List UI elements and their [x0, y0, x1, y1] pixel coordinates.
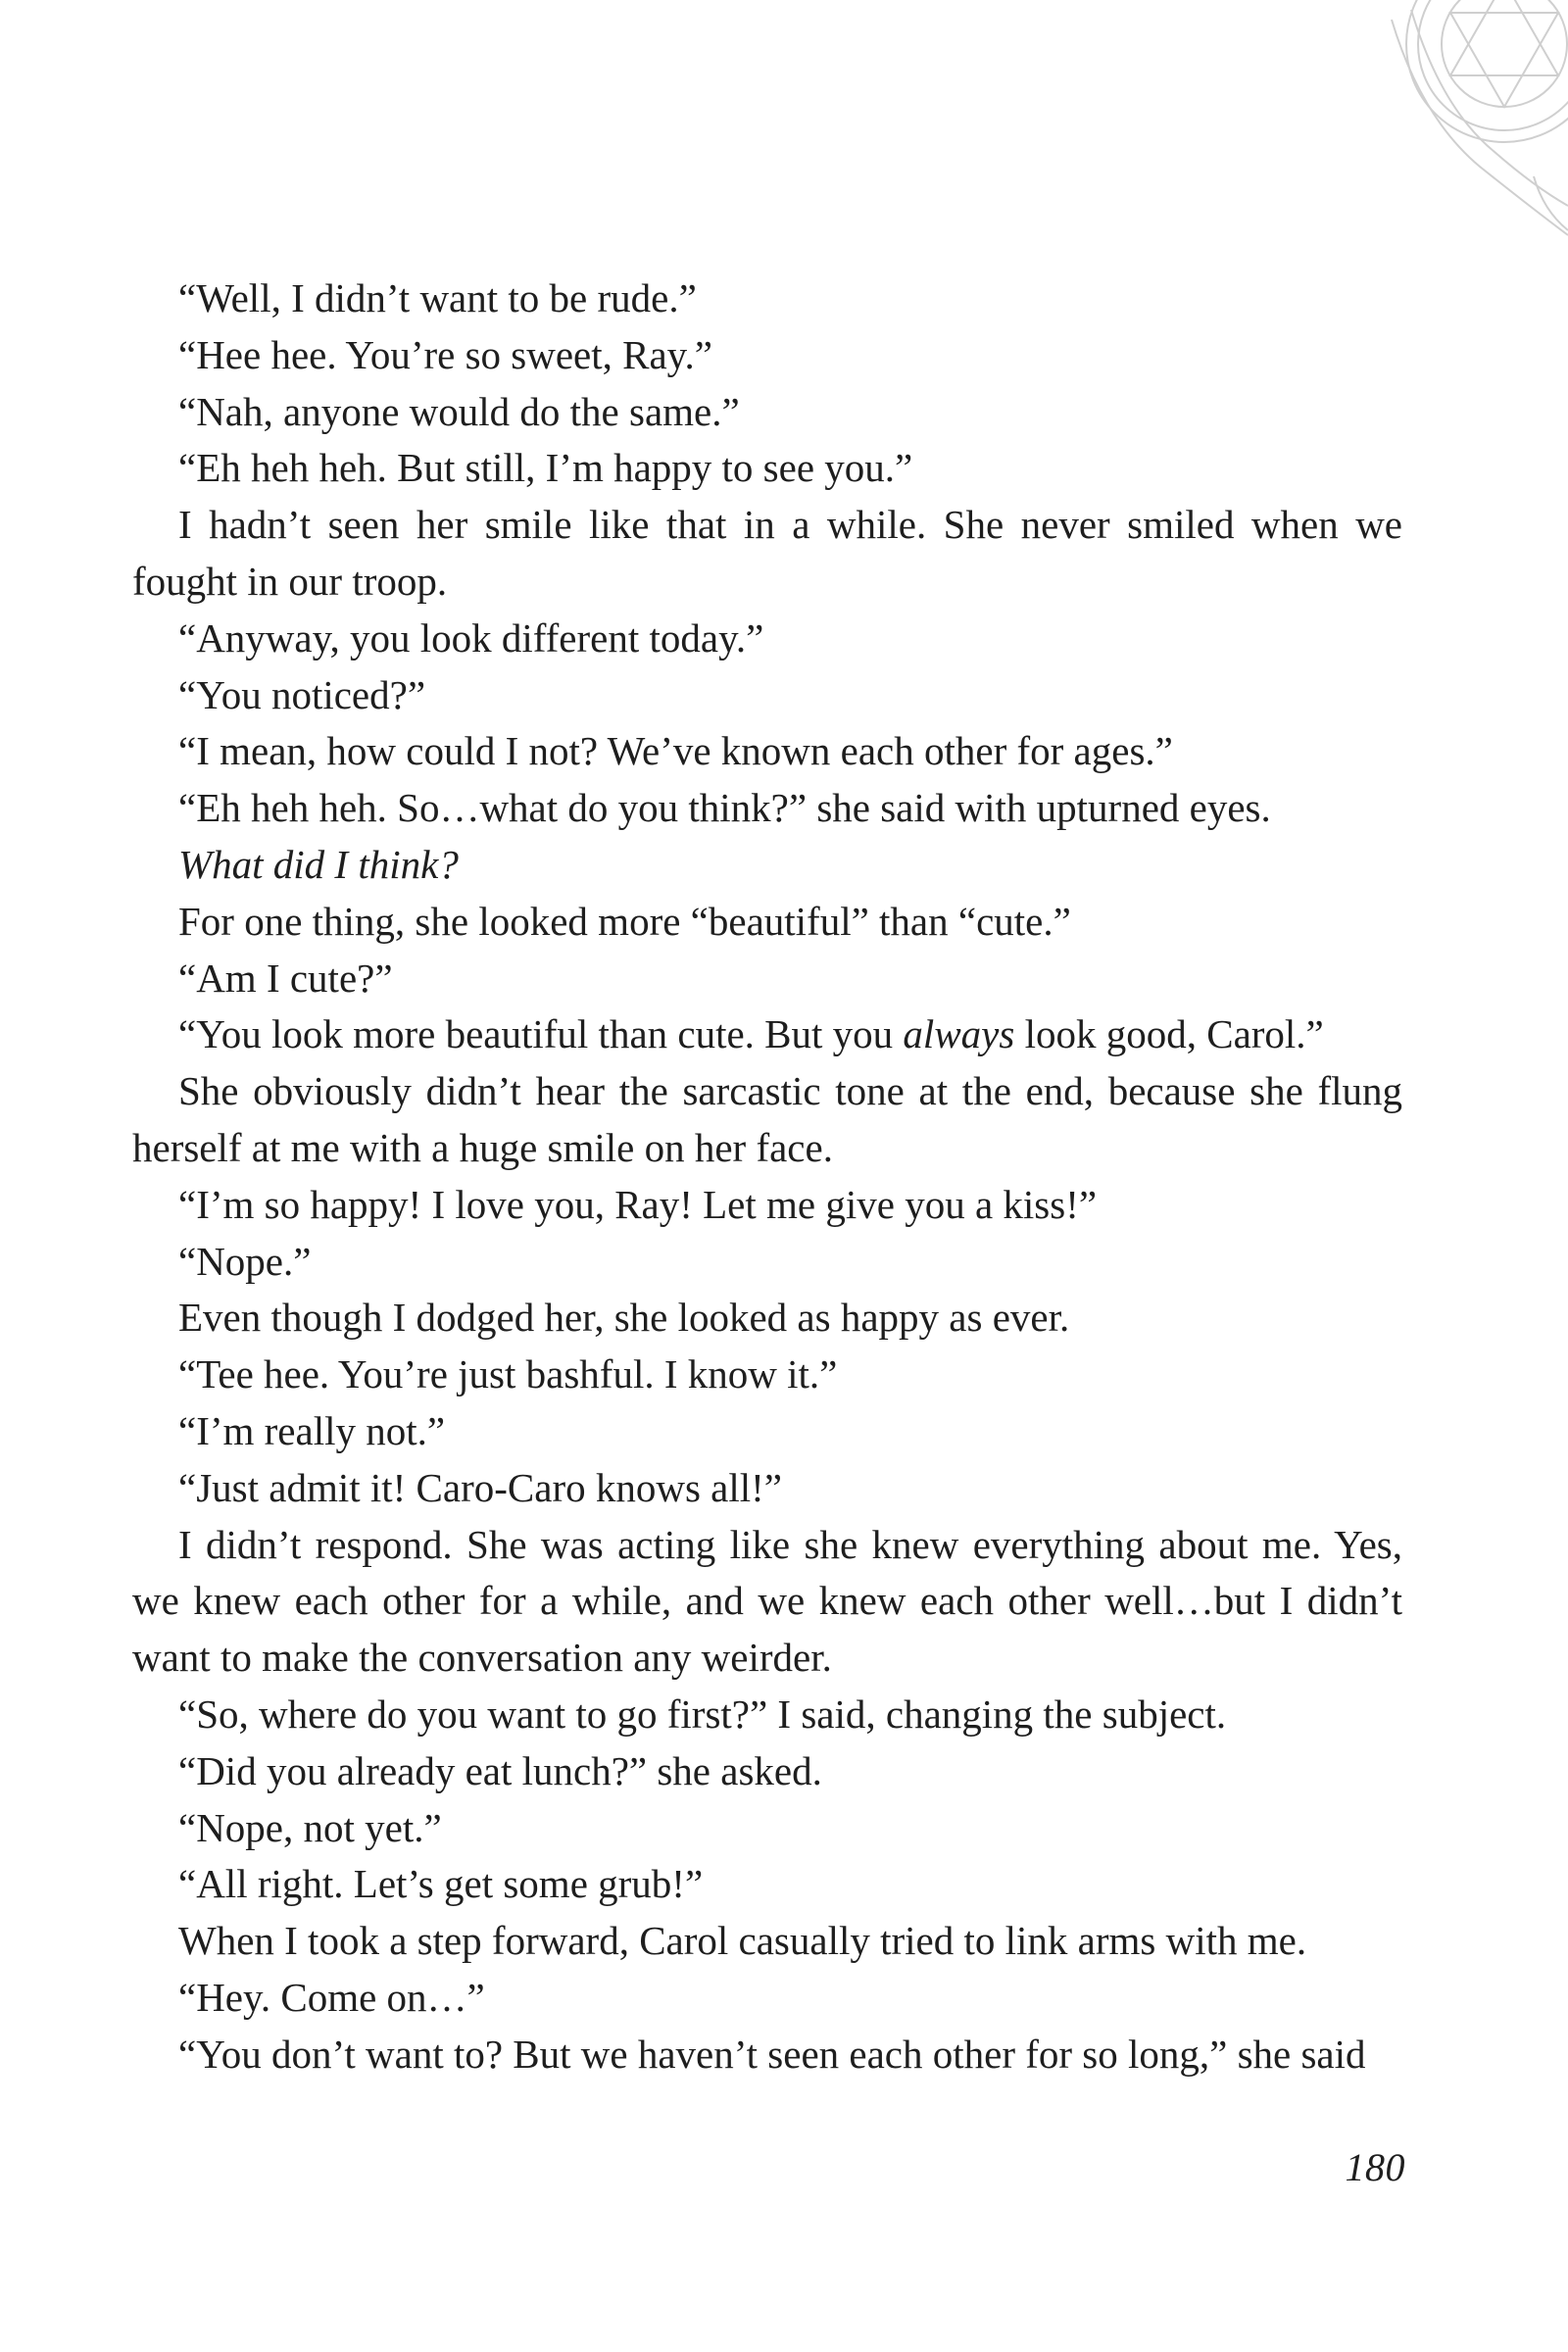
paragraph: “Anyway, you look different today.”	[178, 614, 764, 661]
paragraph: “Nah, anyone would do the same.”	[178, 388, 740, 434]
emphasized-word: always	[903, 1011, 1015, 1057]
paragraph: “Nope.”	[178, 1238, 312, 1284]
page-number: 180	[1345, 2145, 1405, 2189]
paragraph: “Well, I didn’t want to be rude.”	[178, 275, 697, 320]
paragraph: “Nope, not yet.”	[178, 1804, 442, 1850]
text-after-emphasis: look good, Carol.”	[1014, 1011, 1324, 1057]
paragraph: “I mean, how could I not? We’ve known each other for ages.”	[178, 728, 1173, 774]
paragraph: Even though I dodged her, she looked as happy as ever.	[178, 1295, 1070, 1341]
page-body-text	[132, 270, 1402, 2083]
italic-thought: What did I think?	[178, 841, 459, 887]
paragraph: “I’m so happy! I love you, Ray! Let me give you a kiss!”	[178, 1181, 1098, 1227]
paragraph: “Eh heh heh. But still, I’m happy to see you.”	[178, 445, 913, 491]
paragraph: For one thing, she looked more “beautiful” than “cute.”	[178, 898, 1071, 944]
paragraph: “I’m really not.”	[178, 1407, 446, 1453]
paragraph: When I took a step forward, Carol casually tried to link arms with me.	[178, 1918, 1307, 1964]
paragraph: “All right. Let’s get some grub!”	[178, 1861, 704, 1907]
paragraph: “You noticed?”	[178, 671, 426, 717]
paragraph: “You don’t want to? But we haven’t seen each other for so long,” she said	[178, 2031, 1366, 2077]
paragraph: “Did you already eat lunch?” she asked.	[178, 1747, 822, 1793]
paragraph: I hadn’t seen her smile like that in a while. She never smiled when we fought in our troop.	[132, 502, 1402, 604]
paragraph: “So, where do you want to go first?” I said, changing the subject.	[178, 1690, 1227, 1737]
paragraph: “Am I cute?”	[178, 955, 393, 1001]
paragraph: She obviously didn’t hear the sarcastic tone at the end, because she flung herself at me with a huge smile on her face.	[132, 1068, 1402, 1170]
paragraph: “Eh heh heh. So…what do you think?” she said with upturned eyes.	[178, 785, 1271, 831]
paragraph-italic-thought	[132, 837, 1402, 894]
paragraph: “Hey. Come on…”	[178, 1974, 485, 2020]
paragraph: “Just admit it! Caro-Caro knows all!”	[178, 1464, 783, 1510]
paragraph: “Tee hee. You’re just bashful. I know it.”	[178, 1351, 838, 1397]
paragraph-with-emphasis	[132, 1006, 1402, 1063]
star-of-david-circle-ornament	[1274, 0, 1568, 255]
text-before-emphasis: “You look more beautiful than cute. But you	[178, 1011, 904, 1057]
paragraph: “Hee hee. You’re so sweet, Ray.”	[178, 331, 712, 377]
paragraph: I didn’t respond. She was acting like she knew everything about me. Yes, we knew each other for a while, and we knew each other well…but I didn’t want to make the conversation any weirder.	[132, 1521, 1402, 1681]
